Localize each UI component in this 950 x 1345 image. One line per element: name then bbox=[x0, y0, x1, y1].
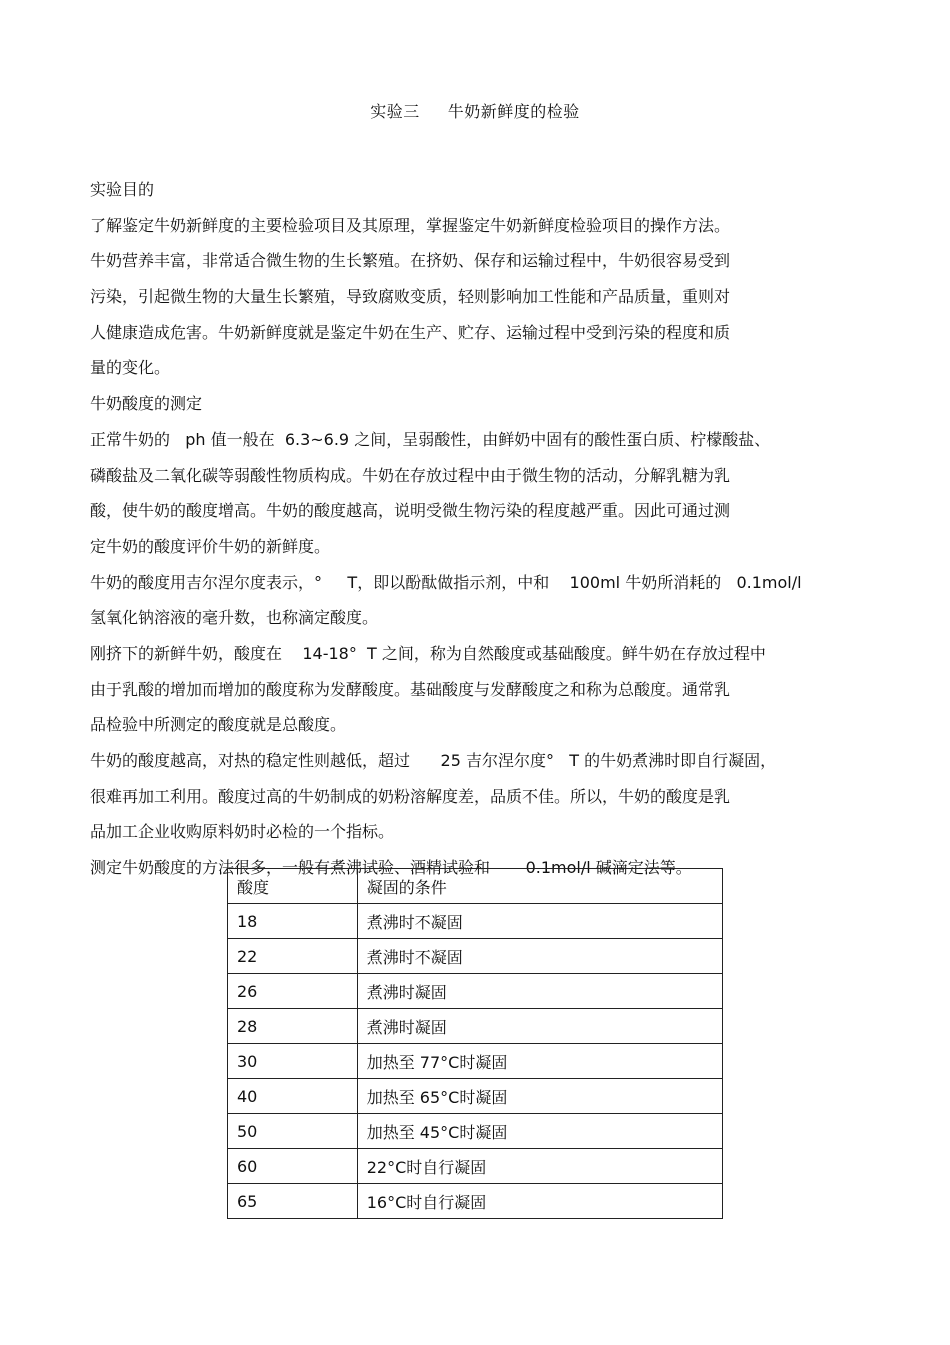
table-cell-acidity: 22 bbox=[228, 939, 358, 974]
table-header-row bbox=[228, 869, 723, 904]
table-row bbox=[228, 904, 723, 939]
paragraph-line: 污染，引起微生物的大量生长繁殖，导致腐败变质，轻则影响加工性能和产品质量，重则对 bbox=[90, 287, 731, 307]
table-cell-acidity: 28 bbox=[228, 1009, 358, 1044]
paragraph-line: 品检验中所测定的酸度就是总酸度。 bbox=[90, 715, 347, 735]
paragraph-line: 测定牛奶酸度的方法很多，一般有煮沸试验、酒精试验和 0.1mol/l 碱滴定法等。 bbox=[90, 858, 692, 878]
table-row bbox=[228, 1149, 723, 1184]
table-cell-condition: 16°C时自行凝固 bbox=[357, 1184, 722, 1219]
table-cell-acidity: 50 bbox=[228, 1114, 358, 1149]
paragraph-line: 牛奶的酸度用吉尔涅尔度表示，° T，即以酚酞做指示剂，中和 100ml 牛奶所消耗的 0.1mol/l bbox=[90, 572, 802, 592]
paragraph-line: 酸，使牛奶的酸度增高。牛奶的酸度越高，说明受微生物污染的程度越严重。因此可通过测 bbox=[90, 501, 731, 521]
paragraph-line: 人健康造成危害。牛奶新鲜度就是鉴定牛奶在生产、贮存、运输过程中受到污染的程度和质 bbox=[90, 322, 731, 342]
table-cell-condition: 加热至 65°C时凝固 bbox=[357, 1079, 722, 1114]
table-row bbox=[228, 1184, 723, 1219]
table-header-condition: 凝固的条件 bbox=[357, 869, 722, 904]
table-cell-acidity: 40 bbox=[228, 1079, 358, 1114]
table-cell-condition: 煮沸时凝固 bbox=[357, 974, 722, 1009]
paragraph-line: 了解鉴定牛奶新鲜度的主要检验项目及其原理，掌握鉴定牛奶新鲜度检验项目的操作方法。 bbox=[90, 215, 731, 235]
paragraph-line: 牛奶的酸度越高，对热的稳定性则越低，超过 25 吉尔涅尔度° T 的牛奶煮沸时即自行凝固， bbox=[90, 751, 777, 770]
table-cell-acidity: 26 bbox=[228, 974, 358, 1009]
table-row bbox=[228, 974, 723, 1009]
paragraph-line: 牛奶营养丰富，非常适合微生物的生长繁殖。在挤奶、保存和运输过程中，牛奶很容易受到 bbox=[90, 251, 731, 271]
paragraph-line: 磷酸盐及二氧化碳等弱酸性物质构成。牛奶在存放过程中由于微生物的活动，分解乳糖为乳 bbox=[90, 465, 731, 485]
table-cell-condition: 煮沸时不凝固 bbox=[357, 939, 722, 974]
table-row bbox=[228, 939, 723, 974]
paragraph-line: 由于乳酸的增加而增加的酸度称为发酵酸度。基础酸度与发酵酸度之和称为总酸度。通常乳 bbox=[90, 679, 731, 699]
acidity-coagulation-table bbox=[227, 868, 723, 1219]
table-cell-acidity: 30 bbox=[228, 1044, 358, 1079]
section-heading-acidity: 牛奶酸度的测定 bbox=[90, 394, 203, 414]
table-cell-condition: 加热至 45°C时凝固 bbox=[357, 1114, 722, 1149]
table-cell-condition: 煮沸时凝固 bbox=[357, 1009, 722, 1044]
table-cell-condition: 22°C时自行凝固 bbox=[357, 1149, 722, 1184]
paragraph-line: 刚挤下的新鲜牛奶，酸度在 14-18° T 之间，称为自然酸度或基础酸度。鲜牛奶在存放过程中 bbox=[90, 643, 766, 663]
table-cell-condition: 加热至 77°C时凝固 bbox=[357, 1044, 722, 1079]
table-row bbox=[228, 1009, 723, 1044]
table-row bbox=[228, 1044, 723, 1079]
table-row bbox=[228, 1114, 723, 1149]
paragraph-line: 很难再加工利用。酸度过高的牛奶制成的奶粉溶解度差，品质不佳。所以，牛奶的酸度是乳 bbox=[90, 786, 731, 806]
table-cell-acidity: 65 bbox=[228, 1184, 358, 1219]
table-cell-acidity: 60 bbox=[228, 1149, 358, 1184]
section-heading-purpose: 实验目的 bbox=[90, 180, 155, 199]
body-text bbox=[90, 172, 870, 886]
paragraph-line: 氢氧化钠溶液的毫升数，也称滴定酸度。 bbox=[90, 608, 379, 628]
paragraph-line: 正常牛奶的 ph 值一般在 6.3~6.9 之间，呈弱酸性，由鲜奶中固有的酸性蛋白质、柠檬酸盐、 bbox=[90, 429, 771, 449]
paragraph-line: 定牛奶的酸度评价牛奶的新鲜度。 bbox=[90, 536, 331, 556]
paragraph-line: 量的变化。 bbox=[90, 358, 171, 378]
table-cell-condition: 煮沸时不凝固 bbox=[357, 904, 722, 939]
paragraph-line: 品加工企业收购原料奶时必检的一个指标。 bbox=[90, 822, 395, 842]
table-row bbox=[228, 1079, 723, 1114]
table-header-acidity: 酸度 bbox=[228, 869, 358, 904]
table-cell-acidity: 18 bbox=[228, 904, 358, 939]
document-title: 实验三 牛奶新鲜度的检验 bbox=[370, 102, 580, 121]
